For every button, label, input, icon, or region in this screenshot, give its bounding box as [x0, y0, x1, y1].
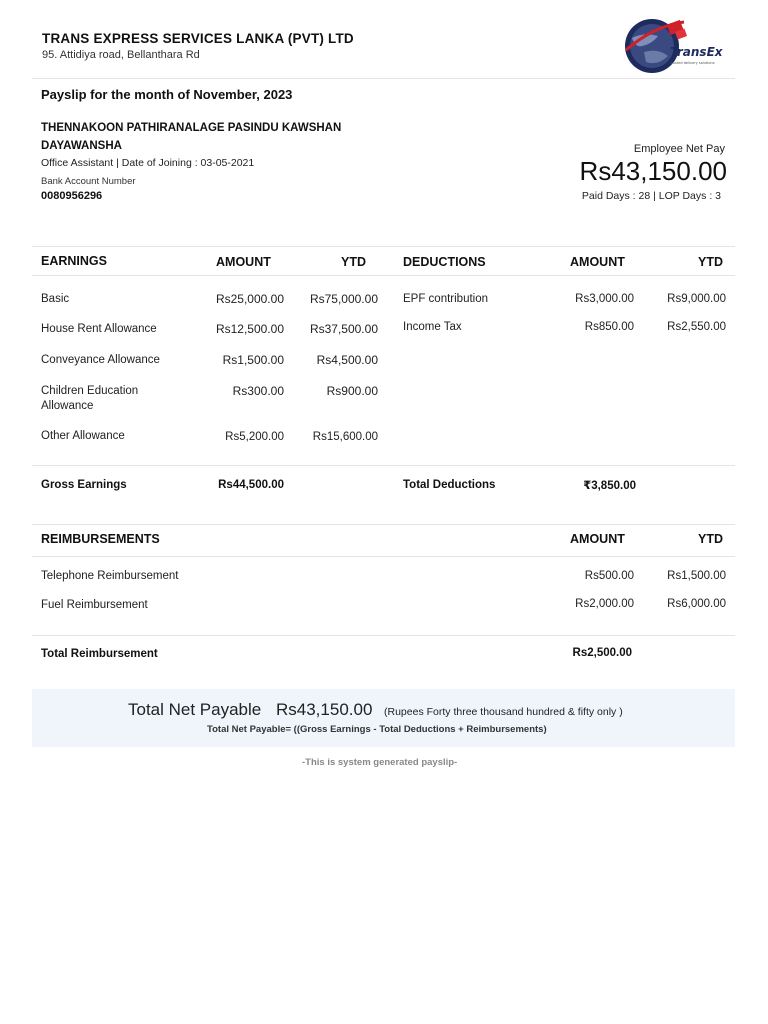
earning-amount: Rs300.00 [232, 384, 284, 398]
deduction-label: Income Tax [403, 321, 462, 333]
employee-name: THENNAKOON PATHIRANALAGE PASINDU KAWSHAN DAYAWANSHA [41, 122, 342, 152]
bank-account-number: 0080956296 [41, 190, 103, 202]
gross-earnings-label: Gross Earnings [41, 479, 127, 491]
deductions-header: DEDUCTIONS [403, 255, 486, 269]
total-net-payable-formula: Total Net Payable= ((Gross Earnings - Total Deductions + Reimbursements) [207, 724, 547, 735]
earning-label: Conveyance Allowance [41, 354, 160, 366]
earning-amount: Rs1,500.00 [222, 353, 284, 367]
reimbursements-header-divider [32, 556, 735, 557]
total-deductions-value: ₹3,850.00 [583, 480, 636, 492]
total-net-payable-value: Rs43,150.00 [276, 700, 373, 719]
system-generated-note: -This is system generated payslip- [302, 757, 458, 768]
earning-label: Other Allowance [41, 430, 125, 442]
earning-label: Basic [41, 293, 70, 305]
net-pay-label: Employee Net Pay [633, 143, 725, 155]
company-name: TRANS EXPRESS SERVICES LANKA (PVT) LTD [42, 31, 354, 46]
deduction-ytd: Rs2,550.00 [667, 321, 726, 333]
earning-ytd: Rs15,600.00 [312, 431, 378, 443]
reimbursement-amount: Rs2,000.00 [575, 598, 634, 610]
reimbursements-header: REIMBURSEMENTS [41, 532, 160, 546]
earnings-ytd-header: YTD [341, 255, 366, 269]
reimbursements-ytd-header: YTD [698, 532, 723, 546]
earnings-header: EARNINGS [41, 254, 107, 268]
reimbursement-amount: Rs500.00 [584, 570, 634, 582]
paid-days: Paid Days : 28 | LOP Days : 3 [581, 190, 721, 202]
earning-label: House Rent Allowance [41, 323, 157, 335]
logo-tagline: trusted delivery solutions [670, 61, 715, 65]
earning-ytd: Rs900.00 [326, 384, 378, 398]
header-divider [32, 78, 735, 79]
reimbursement-label: Telephone Reimbursement [41, 570, 179, 582]
total-reimbursement-value: Rs2,500.00 [572, 647, 632, 659]
deduction-ytd: Rs9,000.00 [667, 293, 726, 305]
deductions-ytd-header: YTD [698, 255, 723, 269]
deduction-amount: Rs850.00 [584, 321, 634, 333]
deduction-amount: Rs3,000.00 [575, 293, 634, 305]
earnings-bottom-divider [32, 465, 735, 466]
reimbursements-top-divider [32, 524, 735, 525]
employee-meta: Office Assistant | Date of Joining : 03-05-2021 [41, 157, 255, 169]
earning-amount: Rs25,000.00 [215, 292, 284, 306]
payslip-period: Payslip for the month of November, 2023 [41, 87, 293, 102]
net-pay-value: Rs43,150.00 [579, 156, 727, 186]
total-deductions-label: Total Deductions [403, 479, 496, 491]
earning-ytd: Rs4,500.00 [316, 353, 378, 367]
total-net-payable-words: (Rupees Forty three thousand hundred & fifty only ) [384, 706, 623, 718]
reimbursement-label: Fuel Reimbursement [41, 599, 148, 611]
deductions-amount-header: AMOUNT [570, 255, 625, 269]
deduction-label: EPF contribution [403, 293, 489, 305]
reimbursements-amount-header: AMOUNT [570, 532, 625, 546]
earning-amount: Rs12,500.00 [215, 322, 284, 336]
reimbursement-ytd: Rs1,500.00 [667, 570, 726, 582]
company-logo [614, 16, 726, 78]
logo-wordmark: TransEx [670, 45, 723, 59]
earning-ytd: Rs75,000.00 [309, 292, 378, 306]
earning-amount: Rs5,200.00 [225, 431, 284, 443]
reimbursement-ytd: Rs6,000.00 [667, 598, 726, 610]
earning-label: Children Education Allowance [41, 385, 139, 412]
reimbursements-bottom-divider [32, 635, 735, 636]
earnings-amount-header: AMOUNT [216, 255, 271, 269]
earnings-top-divider [32, 246, 735, 247]
earning-ytd: Rs37,500.00 [309, 322, 378, 336]
bank-account-label: Bank Account Number [41, 176, 136, 187]
total-net-payable-label: Total Net Payable [128, 700, 262, 719]
company-address: 95. Attidiya road, Bellanthara Rd [42, 49, 200, 61]
gross-earnings-value: Rs44,500.00 [218, 479, 284, 491]
total-reimbursement-label: Total Reimbursement [41, 648, 158, 660]
earnings-header-divider [32, 275, 735, 276]
